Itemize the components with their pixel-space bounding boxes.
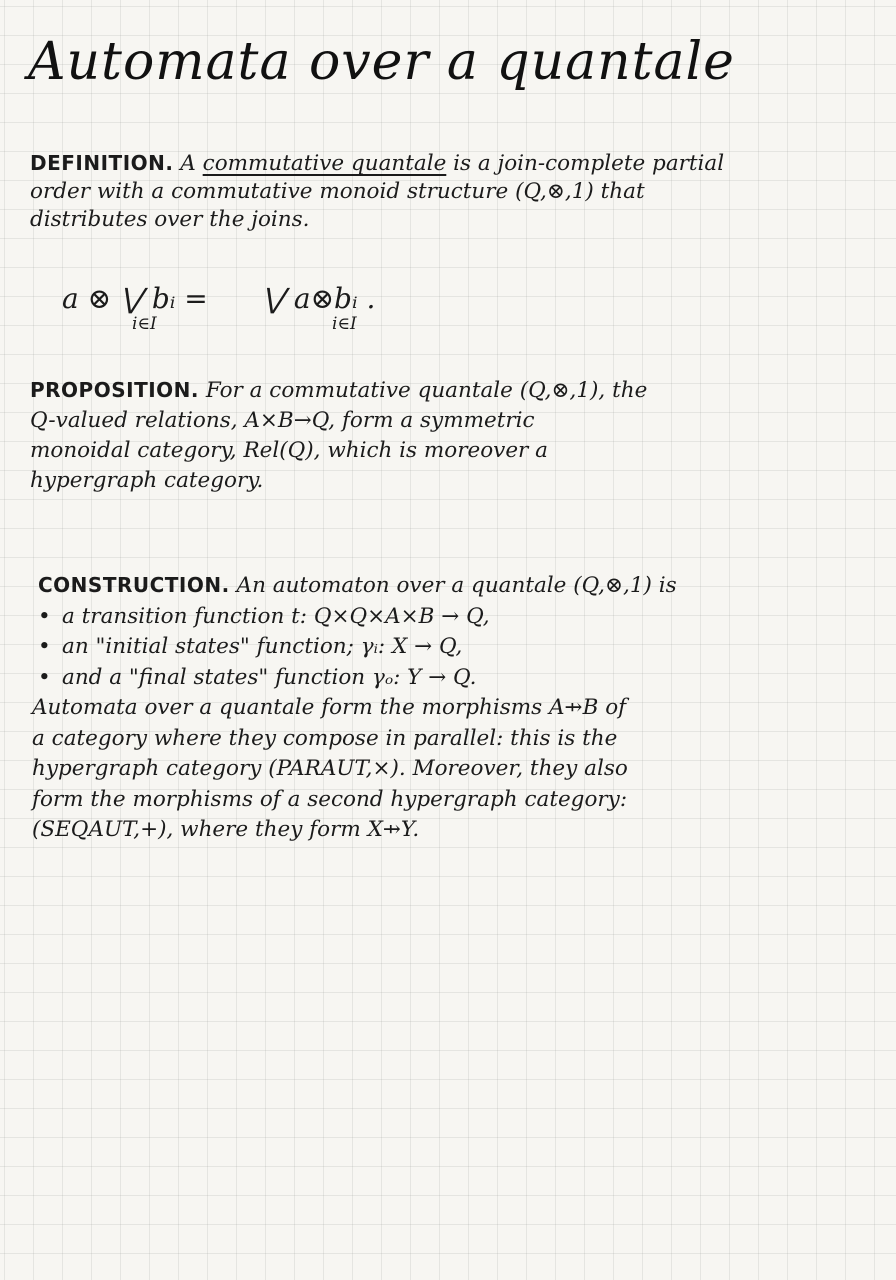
definition-term: commutative quantale — [202, 151, 447, 176]
construction-block — [32, 570, 838, 846]
construction-keyword: CONSTRUCTION. — [38, 573, 230, 597]
page-title: Automata over a quantale — [28, 32, 735, 92]
bullet-text-final: and a "final states" function γₒ: Y → Q. — [62, 664, 477, 690]
formula-rhs: ⋁ a⊗bᵢ . — [262, 282, 376, 315]
construction-bullet-2 — [38, 632, 838, 663]
formula-lhs: a ⊗ ⋁ bᵢ = — [62, 282, 208, 315]
bullet-dot: • — [38, 634, 51, 659]
definition-line-1 — [30, 150, 830, 177]
construction-text-1: An automaton over a quantale (Q,⊗,1) is — [229, 573, 677, 598]
definition-line-3: distributes over the joins. — [30, 207, 310, 232]
definition-text-pre: A — [173, 151, 203, 176]
distributivity-formula — [62, 268, 562, 348]
definition-block — [30, 150, 830, 233]
construction-line-8: form the morphisms of a second hypergraph category: — [32, 786, 628, 812]
proposition-text-1: For a commutative quantale (Q,⊗,1), the — [199, 378, 648, 403]
proposition-line-1 — [30, 375, 830, 406]
construction-line-5: Automata over a quantale form the morphisms A⇸B of — [32, 695, 627, 720]
proposition-block — [30, 375, 830, 496]
construction-line-9: (SEQAUT,+), where they form X⇸Y. — [32, 817, 420, 842]
bullet-text-transition: a transition function t: Q×Q×A×B → Q, — [62, 603, 490, 629]
construction-line-6: a category where they compose in parallel: this is the — [32, 725, 618, 751]
definition-text-post: is a join-complete partial — [446, 151, 725, 176]
definition-keyword: DEFINITION. — [30, 151, 174, 175]
proposition-line-3: monoidal category, Rel(Q), which is moreover a — [30, 438, 548, 463]
bullet-dot: • — [38, 603, 51, 629]
construction-line-7: hypergraph category (PARAUT,×). Moreover, they also — [32, 756, 628, 781]
definition-line-2: order with a commutative monoid structure (Q,⊗,1) that — [30, 179, 645, 204]
construction-line-1 — [38, 570, 838, 602]
formula-rhs-index: i∈I — [332, 314, 357, 334]
proposition-keyword: PROPOSITION. — [30, 378, 199, 402]
bullet-dot: • — [38, 664, 51, 690]
construction-bullet-1 — [38, 602, 838, 633]
proposition-line-4: hypergraph category. — [30, 468, 264, 493]
formula-lhs-index: i∈I — [132, 314, 157, 334]
bullet-text-initial: an "initial states" function; γᵢ: X → Q, — [62, 634, 463, 659]
proposition-line-2: Q-valued relations, A×B→Q, form a symmetric — [30, 408, 535, 433]
construction-bullet-3 — [38, 663, 838, 694]
